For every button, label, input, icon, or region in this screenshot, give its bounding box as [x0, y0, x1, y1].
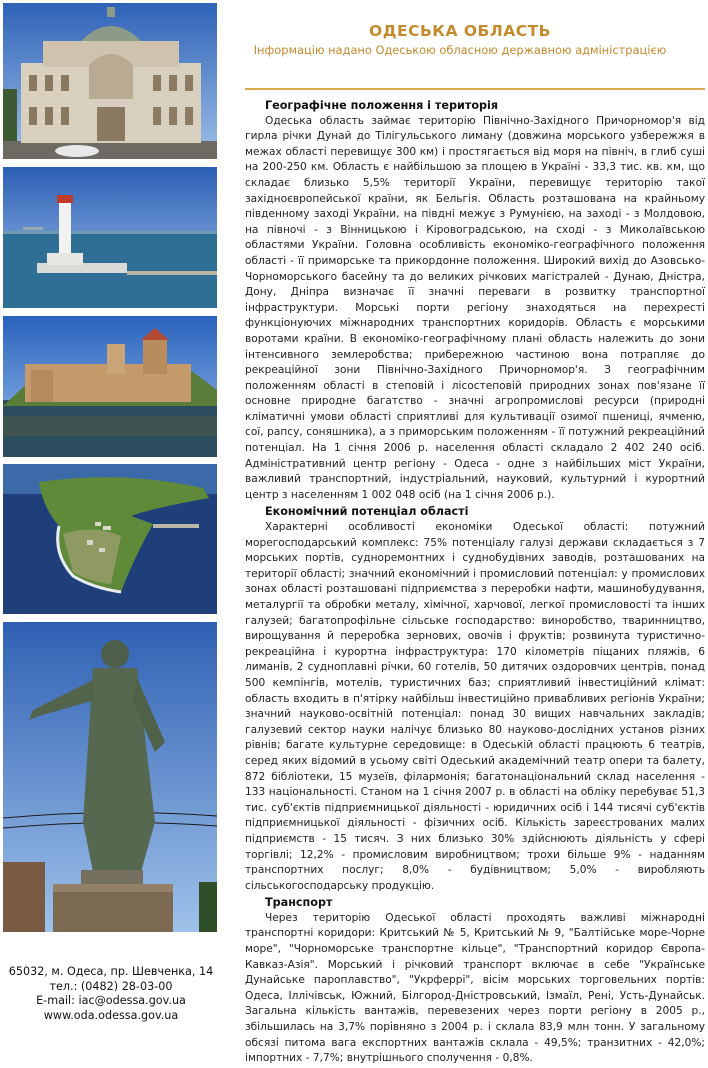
- section-body-transport: Через територію Одеської області проходять важливі міжнародні транспортні коридори: Критський № 5, Критський № 9, "Балтійське море-Чорне море", "Чорноморське транспортне кільце", "Транспортний коридор Європа-Кавказ-Азія". Морський і річковий транспорт включає в себе "Українське Дунайське пароплавство", "Укрферрі", вісім морських торговельних портів: Одеса, Іллічівськ, Южний, Білгород-Дністровський, Ізмаїл, Рені, Усть-Дунайськ. Загальна кількість вантажів, перевезених через порти регіону в 2005 р., збільшилась на 3,7% порівняно з 2004 р. і склала 83,9 млн тонн. У загальному обсязі питома вага експортних вантажів склала - 49,5%; транзитних - 42,0%; імпортних - 7,7%; внутрішнього сполучення - 0,8%.: [245, 911, 705, 1065]
- source-note: Інформацію надано Одеською обласною державною адміністрацією: [253, 43, 667, 57]
- opera-theatre-photo: [3, 3, 217, 159]
- article-body: [245, 98, 705, 1068]
- page-header: [240, 22, 680, 57]
- page-title: ОДЕСЬКА ОБЛАСТЬ: [369, 22, 551, 40]
- fortress-photo: [3, 316, 217, 457]
- section-body-economy: Характерні особливості економіки Одеської області: потужний морегосподарський комплекс: 75% потенціалу галузі держави складається з 7 морських портів, судноремонтних і суднобудівних заводів, розташованих на території області; значний економічний і промисловий потенціал: у промислових зонах області розташовані підприємства з переробки нафти, машинобудування, металургії та обробки металу, хімічної, харчової, легкої промисловості та інших галузей; багатопрофільне сільське господарство: виноробство, тваринництво, вирощування й переробка зернових, овочів і фруктів; розвинута туристично-рекреаційна і курортна інфраструктура: 170 кілометрів піщаних пляжів, 6 лиманів, 2 судноплавні річки, 60 готелів, 50 дитячих оздоровчих центрів, понад 500 кемпінгів, мотелів, туристичних баз; сприятливий інвестиційний клімат: область входить в п'ятірку найбільш інвестиційно привабливих регіонів України; значний науково-освітній потенціал: понад 30 вищих навчальних закладів; галузевий сектор науки налічує близько 80 науково-дослідних установ різних рівнів; багате культурне середовище: в Одеській області працюють 6 театрів, серед яких відомий в усьому світі Одеський академічний театр опери та балету, 872 бібліотеки, 15 музеїв, філармонія; багатонаціональний склад населення - 133 національності. Станом на 1 січня 2007 р. в області на обліку перебуває 51,3 тис. суб'єктів підприємницької діяльності - юридичних осіб і 144 тисячі суб'єктів підприємницької діяльності - фізичних осіб. Кількість зареєстрованих малих підприємств - 15 тисяч. З них близько 30% здійснюють діяльність у сфері торгівлі; 12,2% - промисловим виробництвом; трохи більше 9% - наданням транспортних послуг; 8,0% - будівництвом; 5,0% - виробляють сільськогосподарську продукцію.: [245, 521, 705, 892]
- island-photo: [3, 464, 217, 614]
- contacts-block: [3, 965, 219, 1023]
- contact-website[interactable]: www.oda.odessa.gov.ua: [43, 1008, 179, 1022]
- duke-statue-photo: [3, 622, 217, 932]
- section-heading-transport: Транспорт: [265, 896, 333, 910]
- section-body-geography: Одеська область займає територію Північно-Західного Причорномор'я від гирла річки Дунай до Тілігульського лиману (довжина морського узбережжя в межах області перевищує 300 км) і простягається від моря на північ, в глиб суші на 200-250 км. Область є найбільшою за площею в Україні - 33,3 тис. кв. км, що складає близько 5,5% території України, перевищує територію такої західноєвропейської країни, як Бельгія. Область розташована на крайньому південному заході України, на півдні межує з Румунією, на заході - з Молдовою, на півночі - з Вінницькою і Кіровоградською, на сході - з Миколаївською областями України. Головна особливість економіко-географічного положення області - її приморське та прикордонне положення. Широкий вихід до Азовсько-Чорноморського басейну та до великих річкових магістралей - Дунаю, Дністра, Дону, Дніпра визначає її значні переваги в розвитку транспортної інфраструктури. Морські порти регіону знаходяться на перехресті функціонуючих міжнародних транспортних коридорів. Область є морськими воротами країни. В економіко-географічному плані область належить до зони інтенсивного землеробства; прибережною частиною вона потрапляє до рекреаційної зони Північно-Західного Причорномор'я. З географічним положенням області в степовій і лісостеповій природних зонах пов'язане її основне природне багатство - значні агропромислові ресурси (природні кліматичні умови області сприятливі для культивації озимої пшениці, ячменю, сої, рапсу, соняшника), а з приморським положенням - її потужний рекреаційний потенціал. На 1 січня 2006 р. населення області складало 2 402 240 осіб. Адміністративний центр регіону - Одеса - одне з найбільших міст України, важливий транспортний, індустріальний, науковий, культурний і курортний центр з населенням 1 002 048 осіб (на 1 січня 2006 р.).: [245, 114, 705, 501]
- section-heading-economy: Економічний потенціал області: [265, 505, 469, 519]
- header-divider: [245, 88, 705, 90]
- lighthouse-photo: [3, 167, 217, 308]
- contact-email[interactable]: E-mail: iac@odessa.gov.ua: [36, 994, 186, 1008]
- section-heading-geography: Географічне положення і територія: [265, 99, 499, 112]
- contact-address: 65032, м. Одеса, пр. Шевченка, 14: [8, 965, 214, 978]
- contact-phone: тел.: (0482) 28-03-00: [49, 979, 173, 993]
